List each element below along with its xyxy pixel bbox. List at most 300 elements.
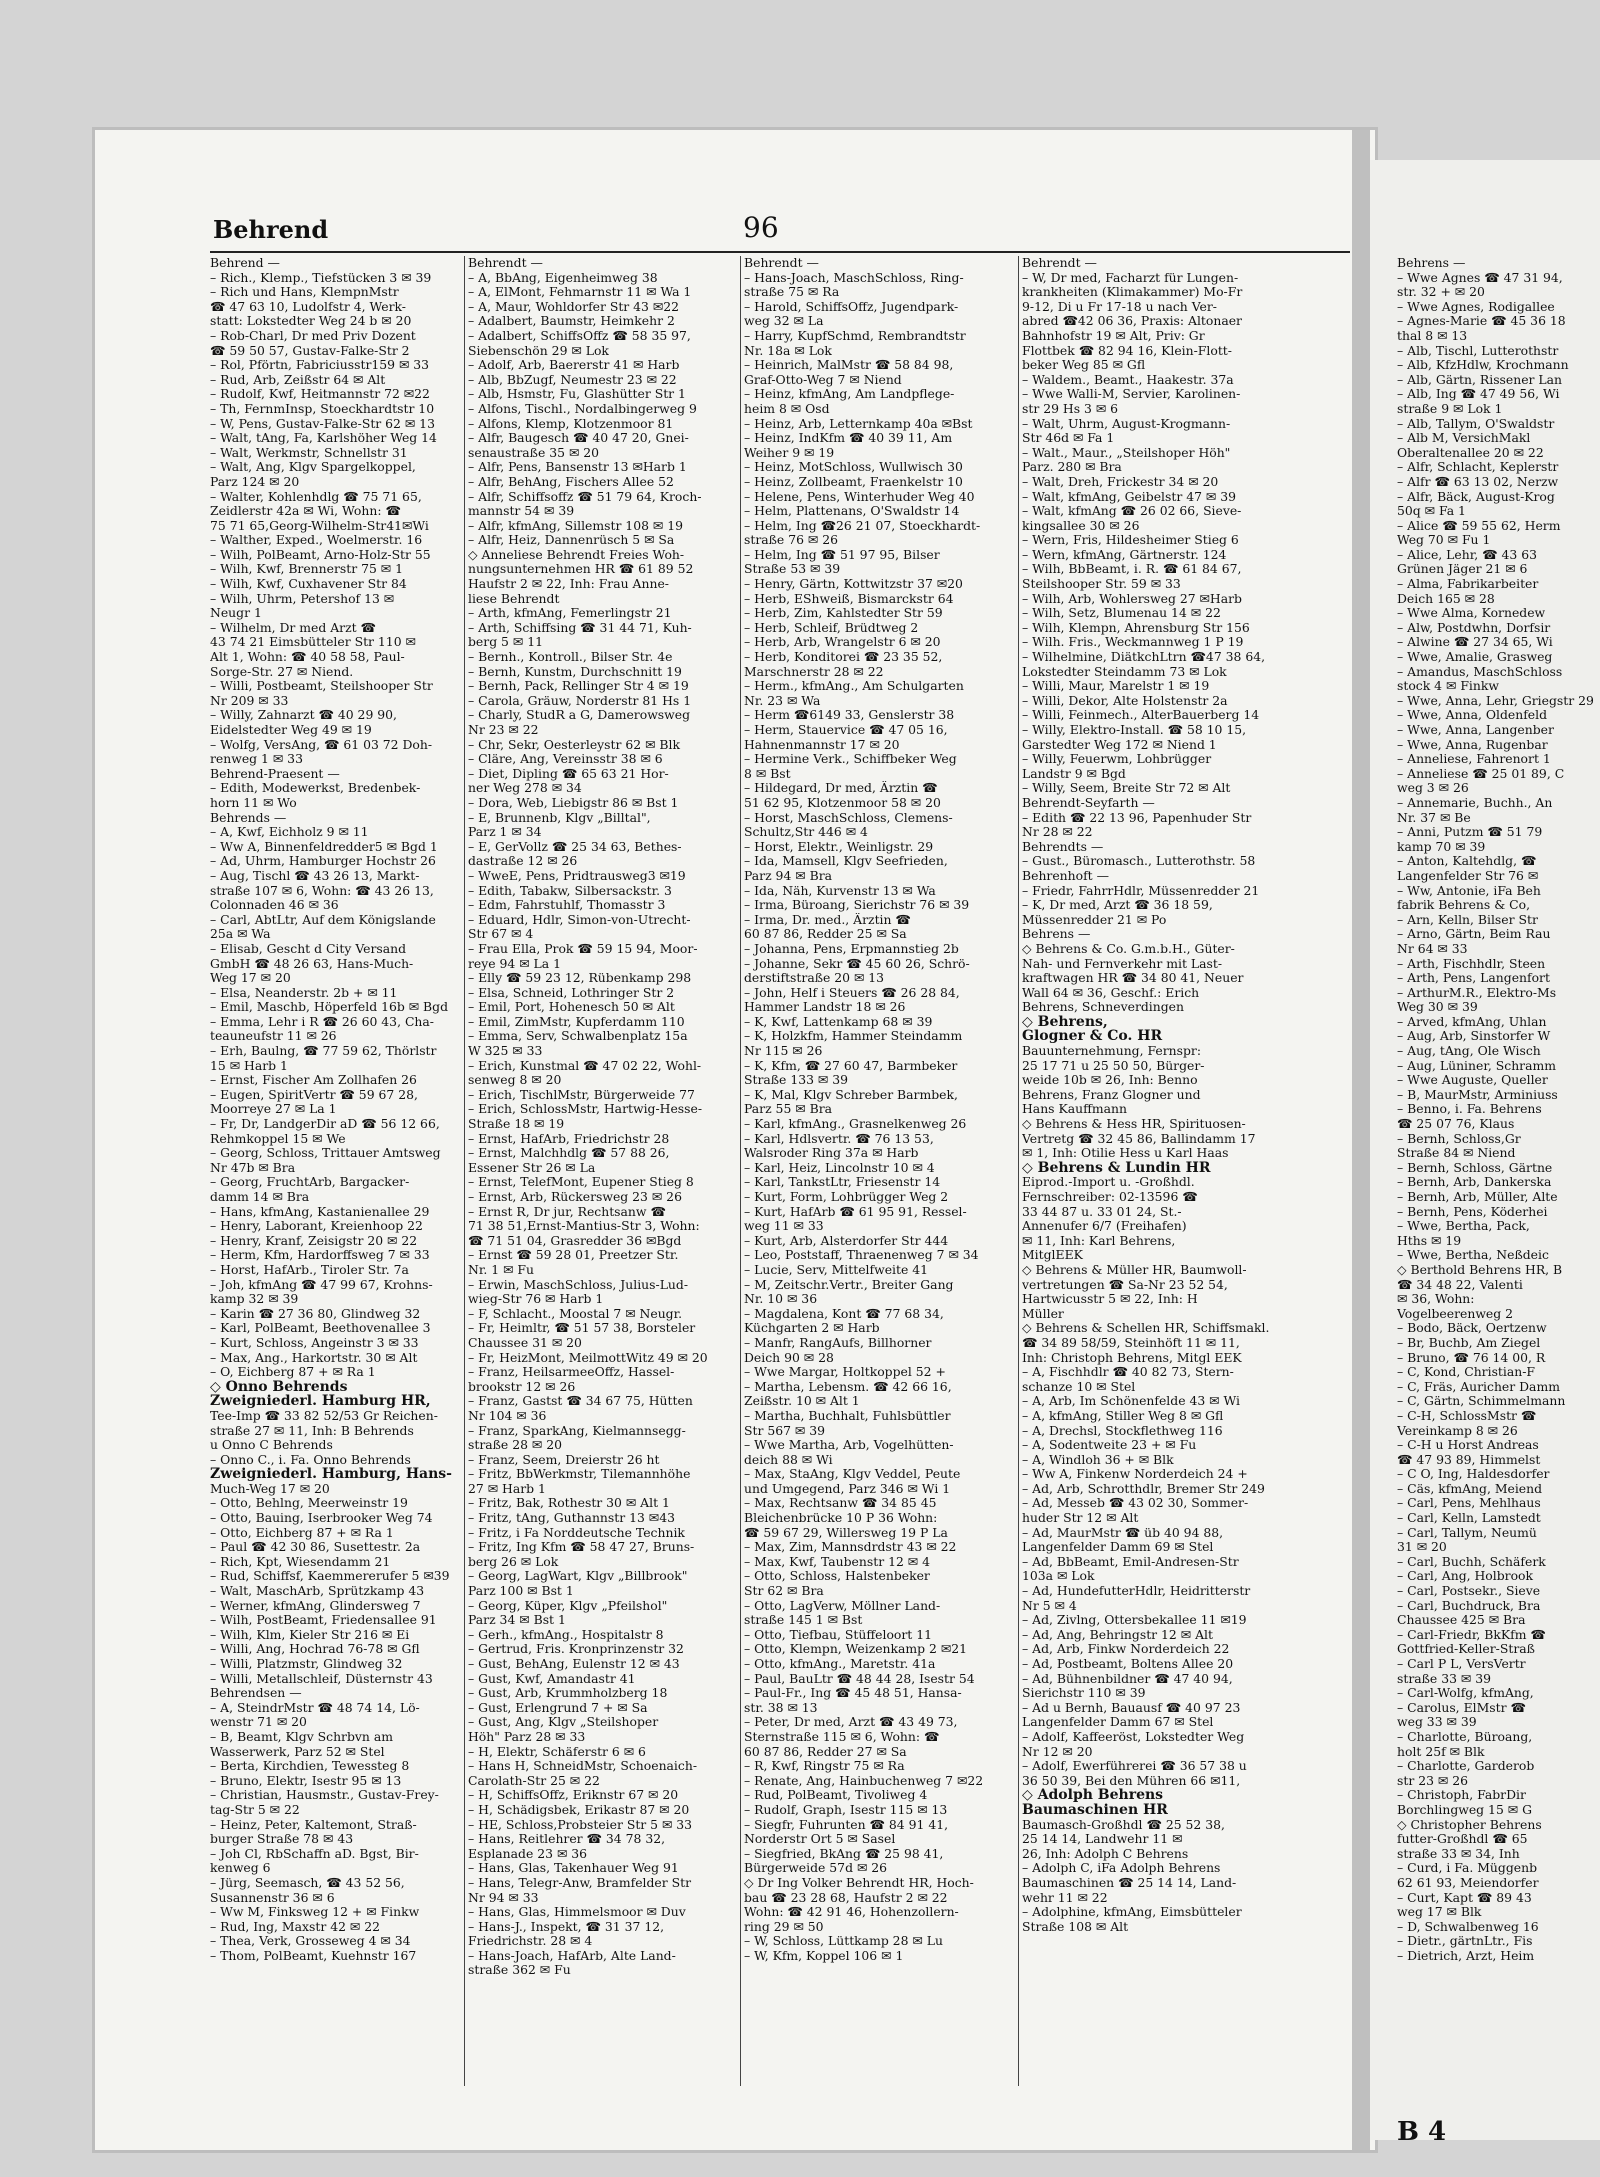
directory-entry: – Eduard, Hdlr, Simon-von-Utrecht- <box>468 912 691 927</box>
directory-entry: – Bernh, Arb, Dankerska <box>1397 1175 1552 1190</box>
directory-entry: – Martha, Lebensm. ☎ 42 66 16, <box>744 1379 952 1394</box>
directory-entry: Bleichenbrücke 10 P 36 Wohn: <box>744 1511 938 1526</box>
directory-entry: – A, Drechsl, Stockflethweg 116 <box>1022 1423 1223 1438</box>
directory-entry: Flottbek ☎ 82 94 16, Klein-Flott- <box>1022 343 1232 358</box>
directory-entry: – Walt, kfmAng, Geibelstr 47 ✉ 39 <box>1022 489 1236 504</box>
directory-entry: – A, Maur, Wohldorfer Str 43 ✉22 <box>468 299 680 314</box>
directory-entry: horn 11 ✉ Wo <box>210 795 297 810</box>
directory-entry: 15 ✉ Harb 1 <box>210 1058 288 1073</box>
directory-entry: – Herm, Stauervice ☎ 47 05 16, <box>744 723 948 737</box>
directory-entry: – Heinz, IndKfm ☎ 40 39 11, Am <box>744 431 953 446</box>
directory-entry: Behrend-Praesent — <box>210 766 340 781</box>
directory-entry: – Gust, Ang, Klgv „Steilshoper <box>468 1715 659 1730</box>
directory-entry: vertretungen ☎ Sa-Nr 23 52 54, <box>1022 1277 1228 1292</box>
directory-entry: – Carola, Gräuw, Norderstr 81 Hs 1 <box>468 693 692 708</box>
directory-entry: – Willi, Dekor, Alte Holstenstr 2a <box>1022 693 1228 708</box>
directory-entry: – Aug, Arb, Sinstorfer W <box>1397 1029 1551 1044</box>
directory-entry: – Herb, Zim, Kahlstedter Str 59 <box>744 606 943 621</box>
directory-entry: – Alfr, Heiz, Dannenrüsch 5 ✉ Sa <box>468 533 675 548</box>
directory-entry: – K, Dr med, Arzt ☎ 36 18 59, <box>1022 898 1213 913</box>
directory-entry: Hartwicusstr 5 ✉ 22, Inh: H <box>1022 1292 1198 1307</box>
directory-entry: – H, Schädigsbek, Erikastr 87 ✉ 20 <box>468 1802 690 1817</box>
directory-entry: – Max, StaAng, Klgv Veddel, Peute <box>744 1467 961 1482</box>
directory-entry: – Wwe Auguste, Queller <box>1397 1073 1548 1088</box>
directory-entry: Susannenstr 36 ✉ 6 <box>210 1890 335 1905</box>
directory-entry: berg 26 ✉ Lok <box>468 1554 559 1569</box>
directory-entry: Tee-Imp ☎ 33 82 52/53 Gr Reichen- <box>210 1408 438 1423</box>
directory-entry: – Carl, AbtLtr, Auf dem Königslande <box>210 912 436 927</box>
directory-entry: – C-H, SchlossMstr ☎ <box>1397 1408 1537 1423</box>
directory-entry: – Ernst ☎ 59 28 01, Preetzer Str. <box>468 1248 679 1263</box>
directory-entry: – Elsa, Schneid, Lothringer Str 2 <box>468 985 675 1000</box>
directory-entry: ☎ 71 51 04, Grasredder 36 ✉Bgd <box>468 1233 682 1248</box>
directory-entry: – Alfr, Baugesch ☎ 40 47 20, Gnei- <box>468 431 689 446</box>
directory-entry: – Ernst R, Dr jur, Rechtsanw ☎ <box>468 1204 666 1219</box>
directory-entry: – Heinz, MotSchloss, Wullwisch 30 <box>744 460 963 475</box>
directory-entry: Neugr 1 <box>210 606 262 621</box>
directory-entry: – Arno, Gärtn, Beim Rau <box>1397 927 1551 942</box>
directory-entry: – Helm, Ing ☎ 51 97 95, Bilser <box>744 547 940 562</box>
directory-entry: – Th, FernmInsp, Stoeckhardtstr 10 <box>210 401 435 416</box>
directory-entry: – Kurt, Schloss, Angeinstr 3 ✉ 33 <box>210 1335 419 1350</box>
directory-entry: ☎ 34 48 22, Valenti <box>1397 1277 1523 1292</box>
directory-entry: – Wilh, PostBeamt, Friedensallee 91 <box>210 1613 437 1628</box>
directory-entry: – Alfr, Bäck, August-Krog <box>1397 489 1555 504</box>
directory-entry: Siebenschön 29 ✉ Lok <box>468 343 609 358</box>
directory-entry: – Wwe Martha, Arb, Vogelhütten- <box>744 1438 954 1453</box>
directory-entry: 75 71 65,Georg-Wilhelm-Str41✉Wi <box>210 518 429 533</box>
directory-entry: – Werner, kfmAng, Glindersweg 7 <box>210 1598 421 1613</box>
directory-entry: Annenufer 6/7 (Freihafen) <box>1022 1219 1187 1234</box>
directory-entry: – Ida, Mamsell, Klgv Seefrieden, <box>744 854 948 869</box>
directory-entry: 62 61 93, Meiendorfer <box>1397 1875 1539 1890</box>
directory-entry: Müller <box>1022 1306 1064 1321</box>
directory-entry: Behrendt-Seyfarth — <box>1022 795 1155 810</box>
directory-entry: Behrens, Franz Glogner und <box>1022 1087 1201 1102</box>
directory-entry: – W, Schloss, Lüttkamp 28 ✉ Lu <box>744 1934 943 1949</box>
page-header <box>118 205 1338 247</box>
directory-entry: – Ad, Messeb ☎ 43 02 30, Sommer- <box>1022 1496 1249 1511</box>
directory-entry: – Alfr, kfmAng, Sillemstr 108 ✉ 19 <box>468 518 683 533</box>
directory-entry: – Willi, Feinmech., AlterBauerberg 14 <box>1022 708 1260 723</box>
directory-entry: – Alfr, Schiffsoffz ☎ 51 79 64, Kroch- <box>468 489 702 504</box>
directory-entry: – Arth, Pens, Langenfort <box>1397 971 1550 986</box>
directory-entry: – Heinz, kfmAng, Am Landpflege- <box>744 387 955 402</box>
directory-entry: – C, Kond, Christian-F <box>1397 1365 1536 1380</box>
directory-entry: Zeißstr. 10 ✉ Alt 1 <box>744 1394 860 1409</box>
directory-entry: – Fritz, Ing Kfm ☎ 58 47 27, Bruns- <box>468 1540 695 1555</box>
directory-entry: – Rich und Hans, KlempnMstr <box>210 285 399 300</box>
directory-entry: – Carl, Kelln, Lamstedt <box>1397 1511 1541 1526</box>
directory-entry: – Heinz, Zollbeamt, Fraenkelstr 10 <box>744 474 963 489</box>
directory-entry: ☎ 59 67 29, Willersweg 19 P La <box>744 1525 948 1540</box>
directory-entry: – Leo, Poststaff, Thraenenweg 7 ✉ 34 <box>744 1248 979 1263</box>
directory-entry: – Curd, i Fa. Müggenb <box>1397 1861 1538 1876</box>
directory-entry: Marschnerstr 28 ✉ 22 <box>744 664 884 679</box>
directory-entry: straße 9 ✉ Lok 1 <box>1397 401 1503 416</box>
directory-entry: – Adolph C, iFa Adolph Behrens <box>1022 1861 1221 1876</box>
directory-entry: 103a ✉ Lok <box>1022 1569 1095 1584</box>
directory-entry: kenweg 6 <box>210 1861 271 1876</box>
directory-entry: – Kurt, HafArb ☎ 61 95 91, Ressel- <box>744 1204 967 1219</box>
directory-entry: Oberaltenallee 20 ✉ 22 <box>1397 445 1544 460</box>
directory-entry: – Ad, HundefutterHdlr, Heidritterstr <box>1022 1584 1251 1599</box>
directory-entry: – Paul-Fr., Ing ☎ 45 48 51, Hansa- <box>744 1686 962 1701</box>
directory-entry: Langenfelder Damm 69 ✉ Stel <box>1022 1540 1214 1555</box>
directory-entry: – Gerh., kfmAng., Hospitalstr 8 <box>468 1627 664 1642</box>
directory-entry: u Onno C Behrends <box>210 1438 333 1453</box>
directory-entry: – Ernst, HafArb, Friedrichstr 28 <box>468 1131 670 1146</box>
directory-entry: Parz 1 ✉ 34 <box>468 825 542 840</box>
directory-entry: – Ad, Ang, Behringstr 12 ✉ Alt <box>1022 1627 1213 1642</box>
directory-entry: nungsunternehmen HR ☎ 61 89 52 <box>468 562 694 577</box>
directory-entry: Str 46d ✉ Fa 1 <box>1022 431 1115 446</box>
directory-entry: – Fr, HeizMont, MeilmottWitz 49 ✉ 20 <box>468 1350 708 1365</box>
directory-entry: – Diet, Dipling ☎ 65 63 21 Hor- <box>468 766 669 781</box>
directory-entry: – Wwe, Bertha, Pack, <box>1397 1219 1530 1234</box>
directory-entry: – Max, Ang., Harkortstr. 30 ✉ Alt <box>210 1350 418 1365</box>
directory-entry: ☎ 47 63 10, Ludolfstr 4, Werk- <box>210 299 406 314</box>
directory-entry: – Ad, MaurMstr ☎ üb 40 94 88, <box>1022 1525 1224 1540</box>
directory-entry: – Karin ☎ 27 36 80, Glindweg 32 <box>210 1306 421 1321</box>
directory-entry: str. 38 ✉ 13 <box>744 1700 818 1715</box>
directory-entry: Langenfelder Str 76 ✉ <box>1397 868 1539 883</box>
directory-entry: – Willy, Seem, Breite Str 72 ✉ Alt <box>1022 781 1231 796</box>
directory-entry: – Waldem., Beamt., Haakestr. 37a <box>1022 372 1234 387</box>
directory-entry: – Carl-Wolfg, kfmAng, <box>1397 1686 1534 1701</box>
directory-entry: – Carl, Ang, Holbrook <box>1397 1569 1534 1584</box>
directory-entry: – Curt, Kapt ☎ 89 43 <box>1397 1890 1532 1905</box>
directory-entry: – Ida, Näh, Kurvenstr 13 ✉ Wa <box>744 883 936 898</box>
directory-entry: Straße 84 ✉ Niend <box>1397 1146 1516 1161</box>
directory-entry: Nr 47b ✉ Bra <box>210 1160 296 1175</box>
directory-entry: Nr. 23 ✉ Wa <box>744 693 821 708</box>
directory-entry: Parz 94 ✉ Bra <box>744 868 832 883</box>
directory-entry: tag-Str 5 ✉ 22 <box>210 1802 300 1817</box>
directory-entry: – WweE, Pens, Pridtrausweg3 ✉19 <box>468 868 686 883</box>
directory-entry: ☎ 47 93 89, Himmelst <box>1397 1452 1541 1467</box>
directory-entry: huder Str 12 ✉ Alt <box>1022 1511 1139 1526</box>
directory-entry: – Emil, Maschb, Höperfeld 16b ✉ Bgd <box>210 1000 449 1015</box>
directory-entry: str 29 Hs 3 ✉ 6 <box>1022 401 1119 416</box>
directory-entry: – Alice, Lehr, ☎ 43 63 <box>1397 547 1537 562</box>
directory-entry: – Arth, Fischhdlr, Steen <box>1397 956 1546 971</box>
directory-entry: – Willi, Postbeamt, Steilshooper Str <box>210 679 433 694</box>
directory-entry: Alt 1, Wohn: ☎ 40 58 58, Paul- <box>210 650 405 665</box>
directory-entry: Baumaschinen HR <box>1022 1802 1168 1818</box>
directory-entry: – Carl, Buchdruck, Bra <box>1397 1598 1541 1613</box>
directory-entry: – C-H u Horst Andreas <box>1397 1438 1539 1453</box>
directory-entry: – Carl-Friedr, BkKfm ☎ <box>1397 1627 1546 1642</box>
directory-entry: – Paul, BauLtr ☎ 48 44 28, Isestr 54 <box>744 1671 975 1686</box>
directory-entry: Landstr 9 ✉ Bgd <box>1022 766 1126 781</box>
directory-entry: – Gertrud, Fris. Kronprinzenstr 32 <box>468 1642 684 1657</box>
directory-entry: – B, MaurMstr, Arminiuss <box>1397 1087 1558 1102</box>
directory-entry: – Ernst, Arb, Rückersweg 23 ✉ 26 <box>468 1190 682 1204</box>
directory-entry: Fernschreiber: 02-13596 ☎ <box>1022 1190 1198 1204</box>
directory-entry: – Alb, Ing ☎ 47 49 56, Wi <box>1397 387 1560 402</box>
directory-entry: reye 94 ✉ La 1 <box>468 956 561 971</box>
directory-entry: – Rudolf, Graph, Isestr 115 ✉ 13 <box>744 1802 948 1817</box>
directory-entry: burger Straße 78 ✉ 43 <box>210 1832 354 1847</box>
directory-entry: – Franz, HeilsarmeeOffz, Hassel- <box>468 1365 675 1380</box>
directory-entry: – Hans-J., Inspekt, ☎ 31 37 12, <box>468 1919 665 1934</box>
directory-entry: – Anneliese ☎ 25 01 89, C <box>1397 766 1565 781</box>
directory-entry: ◇ Onno Behrends <box>210 1379 348 1395</box>
directory-entry: senaustraße 35 ✉ 20 <box>468 445 600 460</box>
directory-entry: – Alb, Hsmstr, Fu, Glashütter Str 1 <box>468 387 686 402</box>
directory-entry: Eidelstedter Weg 49 ✉ 19 <box>210 723 372 737</box>
directory-entry: kamp 70 ✉ 39 <box>1397 839 1486 854</box>
directory-entry: ◇ Behrens & Müller HR, Baumwoll- <box>1022 1262 1247 1277</box>
directory-entry: – Carl, Pens, Mehlhaus <box>1397 1496 1541 1511</box>
directory-entry: – Bernh, Arb, Müller, Alte <box>1397 1190 1558 1204</box>
directory-entry: – Harry, KupfSchmd, Rembrandtstr <box>744 328 966 343</box>
directory-entry: kingsallee 30 ✉ 26 <box>1022 518 1140 533</box>
directory-entry: – Onno C., i. Fa. Onno Behrends <box>210 1452 411 1467</box>
directory-entry: – Annemarie, Buchh., An <box>1397 795 1553 810</box>
directory-entry: ✉ 36, Wohn: <box>1397 1292 1475 1307</box>
directory-entry: – Henry, Gärtn, Kottwitzstr 37 ✉20 <box>744 577 963 592</box>
directory-entry: – Hermine Verk., Schiffbeker Weg <box>744 752 957 767</box>
directory-entry: – Ad, Arb, Finkw Norderdeich 22 <box>1022 1642 1230 1657</box>
directory-entry: 31 ✉ 20 <box>1397 1540 1447 1555</box>
directory-entry: – Arved, kfmAng, Uhlan <box>1397 1014 1547 1029</box>
directory-entry: Carolath-Str 25 ✉ 22 <box>468 1773 600 1788</box>
directory-entry: – Franz, Seem, Dreierstr 26 ht <box>468 1452 660 1467</box>
directory-entry: 9-12, Di u Fr 17-18 u nach Ver- <box>1022 299 1217 314</box>
directory-entry: – A, Kwf, Eichholz 9 ✉ 11 <box>210 825 369 840</box>
directory-entry: Höh" Parz 28 ✉ 33 <box>468 1729 586 1744</box>
directory-entry: Baumasch-Großhdl ☎ 25 52 38, <box>1022 1817 1225 1832</box>
directory-entry: – Ad, Uhrm, Hamburger Hochstr 26 <box>210 854 436 869</box>
directory-entry: – Helm, Ing ☎26 21 07, Stoeckhardt- <box>744 518 981 533</box>
directory-entry: – Helene, Pens, Winterhuder Weg 40 <box>744 489 975 504</box>
directory-entry: – Bernh, Kunstm, Durchschnitt 19 <box>468 664 682 679</box>
directory-entry: – A, kfmAng, Stiller Weg 8 ✉ Gfl <box>1022 1408 1224 1423</box>
directory-entry: weg 3 ✉ 26 <box>1397 781 1469 796</box>
directory-entry: – Herb, EShweiß, Bismarckstr 64 <box>744 591 954 606</box>
directory-entry: – Carl P L, VersVertr <box>1397 1657 1526 1671</box>
directory-entry: – Karl, PolBeamt, Beethovenallee 3 <box>210 1321 431 1336</box>
directory-entry: – HE, Schloss,Probsteier Str 5 ✉ 33 <box>468 1817 693 1832</box>
directory-entry: 51 62 95, Klotzenmoor 58 ✉ 20 <box>744 795 941 810</box>
directory-entry: – Ad u Bernh, Bauausf ☎ 40 97 23 <box>1022 1700 1241 1715</box>
directory-entry: – Irma, Dr. med., Ärztin ☎ <box>744 912 911 927</box>
directory-entry: – Wilh, Kwf, Cuxhavener Str 84 <box>210 577 407 592</box>
directory-entry: – Adolf, Kaffeeröst, Lokstedter Weg <box>1022 1729 1245 1744</box>
column-3 <box>744 256 1012 1963</box>
directory-entry: – Herm., kfmAng., Am Schulgarten <box>744 679 964 694</box>
directory-entry: – Hans, Glas, Takenhauer Weg 91 <box>468 1861 679 1876</box>
directory-entry: Nr 64 ✉ 33 <box>1397 941 1468 956</box>
directory-entry: – Wilh, Arb, Wohlersweg 27 ✉Harb <box>1022 591 1242 606</box>
directory-entry: – Rich., Klemp., Tiefstücken 3 ✉ 39 <box>210 270 432 285</box>
directory-entry: – Herb, Schleif, Brüdtweg 2 <box>744 620 919 635</box>
directory-entry: straße 145 1 ✉ Bst <box>744 1613 863 1628</box>
directory-entry: ◇ Christopher Behrens <box>1397 1817 1542 1832</box>
directory-entry: – John, Helf i Steuers ☎ 26 28 84, <box>744 985 960 1000</box>
directory-entry: – A, SteindrMstr ☎ 48 74 14, Lö- <box>210 1700 420 1715</box>
directory-entry: Borchlingweg 15 ✉ G <box>1397 1802 1532 1817</box>
directory-entry: – Heinrich, MalMstr ☎ 58 84 98, <box>744 358 954 373</box>
directory-entry: Chaussee 425 ✉ Bra <box>1397 1613 1526 1628</box>
directory-entry: – Otto, Bauing, Iserbrooker Weg 74 <box>210 1511 433 1526</box>
directory-entry: – Gust, Erlengrund 7 + ✉ Sa <box>468 1700 648 1715</box>
directory-entry: – Otto, kfmAng., Maretstr. 41a <box>744 1657 936 1671</box>
directory-entry: liese Behrendt <box>468 591 560 606</box>
directory-entry: – Alb M, VersichMakl <box>1397 431 1531 446</box>
header-rule <box>210 251 1350 253</box>
directory-entry: – Karl, kfmAng., Grasnelkenweg 26 <box>744 1117 967 1132</box>
directory-entry: – Wilh. Fris., Weckmannweg 1 P 19 <box>1022 635 1244 650</box>
directory-entry: – Otto, LagVerw, Möllner Land- <box>744 1598 941 1613</box>
directory-entry: – Ad, Arb, Schrotthdlr, Bremer Str 249 <box>1022 1481 1265 1496</box>
directory-entry: – Ww, Antonie, iFa Beh <box>1397 883 1541 898</box>
directory-entry: – Berta, Kirchdien, Tewessteg 8 <box>210 1759 410 1774</box>
directory-entry: Parz. 280 ✉ Bra <box>1022 460 1122 475</box>
directory-entry: – Fritz, BbWerkmstr, Tilemannhöhe <box>468 1467 691 1482</box>
directory-entry: Bahnhofstr 19 ✉ Alt, Priv: Gr <box>1022 328 1205 343</box>
directory-entry: – Siegfr, Fuhrunten ☎ 84 91 41, <box>744 1817 949 1832</box>
directory-entry: – Wwe Walli-M, Servier, Karolinen- <box>1022 387 1241 402</box>
directory-entry: – Alice ☎ 59 55 62, Herm <box>1397 518 1561 533</box>
directory-entry: – C, Gärtn, Schimmelmann <box>1397 1394 1566 1409</box>
directory-entry: 27 ✉ Harb 1 <box>468 1481 546 1496</box>
directory-entry: – Thea, Verk, Grosseweg 4 ✉ 34 <box>210 1934 411 1949</box>
directory-entry: – Rud, PolBeamt, Tivoliweg 4 <box>744 1788 928 1803</box>
directory-entry: – Johanna, Pens, Erpmannstieg 2b <box>744 941 959 956</box>
directory-entry: – Alfr ☎ 63 13 02, Nerzw <box>1397 474 1559 489</box>
directory-entry: str. 32 + ✉ 20 <box>1397 285 1485 300</box>
directory-entry: Chaussee 31 ✉ 20 <box>468 1335 582 1350</box>
directory-entry: Str 67 ✉ 4 <box>468 927 534 942</box>
directory-entry: – Erich, SchlossMstr, Hartwig-Hesse- <box>468 1102 703 1117</box>
directory-entry: – Rudolf, Kwf, Heitmannstr 72 ✉22 <box>210 387 430 402</box>
directory-entry: – Manfr, RangAufs, Billhorner <box>744 1335 932 1350</box>
directory-entry: Behrends — <box>210 810 287 825</box>
directory-entry: beker Weg 85 ✉ Gfl <box>1022 358 1146 373</box>
directory-entry: – Hans, kfmAng, Kastanienallee 29 <box>210 1204 430 1219</box>
column-1 <box>210 256 478 1963</box>
directory-entry: – Georg, FruchtArb, Bargacker- <box>210 1175 410 1190</box>
directory-entry: deich 88 ✉ Wi <box>744 1452 833 1467</box>
directory-entry: – Rob-Charl, Dr med Priv Dozent <box>210 328 416 343</box>
directory-entry: Küchgarten 2 ✉ Harb <box>744 1321 880 1336</box>
directory-entry: – Willi, Metallschleif, Düsternstr 43 <box>210 1671 433 1686</box>
directory-entry: – Wilh, PolBeamt, Arno-Holz-Str 55 <box>210 547 431 562</box>
directory-entry: – Aug, Lüniner, Schramm <box>1397 1058 1556 1073</box>
directory-entry: – Cläre, Ang, Vereinsstr 38 ✉ 6 <box>468 752 663 767</box>
directory-entry: – E, GerVollz ☎ 25 34 63, Bethes- <box>468 839 682 854</box>
directory-entry: ◇ Berthold Behrens HR, B <box>1397 1262 1563 1277</box>
directory-entry: Straße 18 ✉ 19 <box>468 1117 565 1132</box>
directory-entry: – Thom, PolBeamt, Kuehnstr 167 <box>210 1948 417 1963</box>
directory-entry: Behrens, Schneverdingen <box>1022 1000 1184 1015</box>
directory-entry: – Alfons, Klemp, Klotzenmoor 81 <box>468 416 674 431</box>
directory-entry: – Wwe, Bertha, Neßdeic <box>1397 1248 1549 1263</box>
directory-entry: Deich 90 ✉ 28 <box>744 1350 834 1365</box>
directory-entry: Hans Kauffmann <box>1022 1102 1127 1117</box>
directory-entry: – Rol, Pförtn, Fabriciusstr159 ✉ 33 <box>210 358 430 373</box>
directory-entry: – Wolfg, VersAng, ☎ 61 03 72 Doh- <box>210 737 433 752</box>
directory-entry: – Fritz, i Fa Norddeutsche Technik <box>468 1525 685 1540</box>
directory-entry: Zweigniederl. Hamburg, Hans- <box>210 1467 452 1482</box>
directory-entry: – Walt, Dreh, Frickestr 34 ✉ 20 <box>1022 474 1219 489</box>
directory-entry: – Erh, Baulng, ☎ 77 59 62, Thörlstr <box>210 1044 437 1059</box>
directory-entry: – Wwe Agnes ☎ 47 31 94, <box>1397 270 1563 285</box>
directory-entry: – Gust, Kwf, Amandastr 41 <box>468 1671 636 1686</box>
directory-entry: wehr 11 ✉ 22 <box>1022 1890 1108 1905</box>
column-divider <box>740 256 741 2086</box>
directory-entry: Rehmkoppel 15 ✉ We <box>210 1131 346 1146</box>
directory-entry: – Ww A, Finkenw Norderdeich 24 + <box>1022 1467 1248 1482</box>
directory-entry: Zeidlerstr 42a ✉ Wi, Wohn: ☎ <box>210 504 401 519</box>
directory-entry: 50q ✉ Fa 1 <box>1397 504 1466 519</box>
directory-entry: straße 27 ✉ 11, Inh: B Behrends <box>210 1423 414 1438</box>
directory-entry: ✉ 1, Inh: Otilie Hess u Karl Haas <box>1022 1146 1229 1161</box>
directory-entry: ◇ Behrens & Schellen HR, Schiffsmakl. <box>1022 1321 1270 1336</box>
directory-entry: – Hildegard, Dr med, Ärztin ☎ <box>744 781 938 796</box>
directory-entry: Sternstraße 115 ✉ 6, Wohn: ☎ <box>744 1729 940 1744</box>
directory-entry: wenstr 71 ✉ 20 <box>210 1715 307 1730</box>
directory-entry: Nr 23 ✉ 22 <box>468 723 539 737</box>
directory-entry: – Georg, Schloss, Trittauer Amtsweg <box>210 1146 441 1161</box>
directory-entry: ◇ Behrens, <box>1022 1014 1108 1030</box>
directory-entry: Müssenredder 21 ✉ Po <box>1022 912 1167 927</box>
directory-entry: Colonnaden 46 ✉ 36 <box>210 898 339 913</box>
directory-entry: – Ww A, Binnenfeldredder5 ✉ Bgd 1 <box>210 839 438 854</box>
directory-entry: – Willy, Zahnarzt ☎ 40 29 90, <box>210 708 397 723</box>
directory-entry: – Wwe, Anna, Rugenbar <box>1397 737 1548 752</box>
directory-entry: ◇ Behrens & Co. G.m.b.H., Güter- <box>1022 941 1235 956</box>
directory-entry: – Wilh, Setz, Blumenau 14 ✉ 22 <box>1022 606 1221 621</box>
directory-entry: – A, ElMont, Fehmarnstr 11 ✉ Wa 1 <box>468 285 692 300</box>
directory-entry: – Erich, Kunstmal ☎ 47 02 22, Wohl- <box>468 1058 702 1073</box>
directory-entry: dastraße 12 ✉ 26 <box>468 854 578 869</box>
directory-entry: – Walt, kfmAng ☎ 26 02 66, Sieve- <box>1022 504 1242 519</box>
directory-entry: 36 50 39, Bei den Mühren 66 ✉11, <box>1022 1773 1241 1788</box>
directory-entry: stock 4 ✉ Finkw <box>1397 679 1499 694</box>
directory-entry: W 325 ✉ 33 <box>468 1044 543 1059</box>
directory-entry: – Karl, Hdlsvertr. ☎ 76 13 53, <box>744 1131 934 1146</box>
directory-entry: Hahnenmannstr 17 ✉ 20 <box>744 737 900 752</box>
directory-entry: – Wern, kfmAng, Gärtnerstr. 124 <box>1022 547 1227 562</box>
directory-entry: – Horst, Elektr., Weinligstr. 29 <box>744 839 934 854</box>
directory-entry: holt 25f ✉ Blk <box>1397 1744 1485 1759</box>
directory-entry: – Alma, Fabrikarbeiter <box>1397 577 1539 592</box>
directory-entry: teauneufstr 11 ✉ 26 <box>210 1029 337 1044</box>
directory-entry: ◇ Behrens & Lundin HR <box>1022 1160 1211 1176</box>
directory-entry: – Rud, Arb, Zeißstr 64 ✉ Alt <box>210 372 386 387</box>
directory-entry: straße 76 ✉ 26 <box>744 533 838 548</box>
directory-entry: – Erich, TischlMstr, Bürgerweide 77 <box>468 1087 695 1102</box>
column-divider <box>464 256 465 2086</box>
directory-entry: – Otto, Behlng, Meerweinstr 19 <box>210 1496 408 1511</box>
directory-entry: brookstr 12 ✉ 26 <box>468 1379 576 1394</box>
directory-entry: – Bernh, Schloss, Gärtne <box>1397 1160 1553 1175</box>
directory-entry: Eiprod.-Import u. -Großhdl. <box>1022 1175 1195 1190</box>
directory-entry: Weg 70 ✉ Fu 1 <box>1397 533 1491 548</box>
directory-entry: – Wwe, Anna, Langenber <box>1397 723 1554 737</box>
directory-entry: Vogelbeerenweg 2 <box>1397 1306 1514 1321</box>
directory-entry: Bürgerweide 57d ✉ 26 <box>744 1861 888 1876</box>
directory-entry: – Henry, Kranf, Zeisigstr 20 ✉ 22 <box>210 1233 418 1248</box>
directory-entry: – Walt., Maur., „Steilshoper Höh" <box>1022 445 1231 460</box>
directory-entry: – Walt, Werkmstr, Schnellstr 31 <box>210 445 408 460</box>
directory-entry: – Christoph, FabrDir <box>1397 1788 1526 1803</box>
directory-entry: – Wilh, Klm, Kieler Str 216 ✉ Ei <box>210 1627 410 1642</box>
